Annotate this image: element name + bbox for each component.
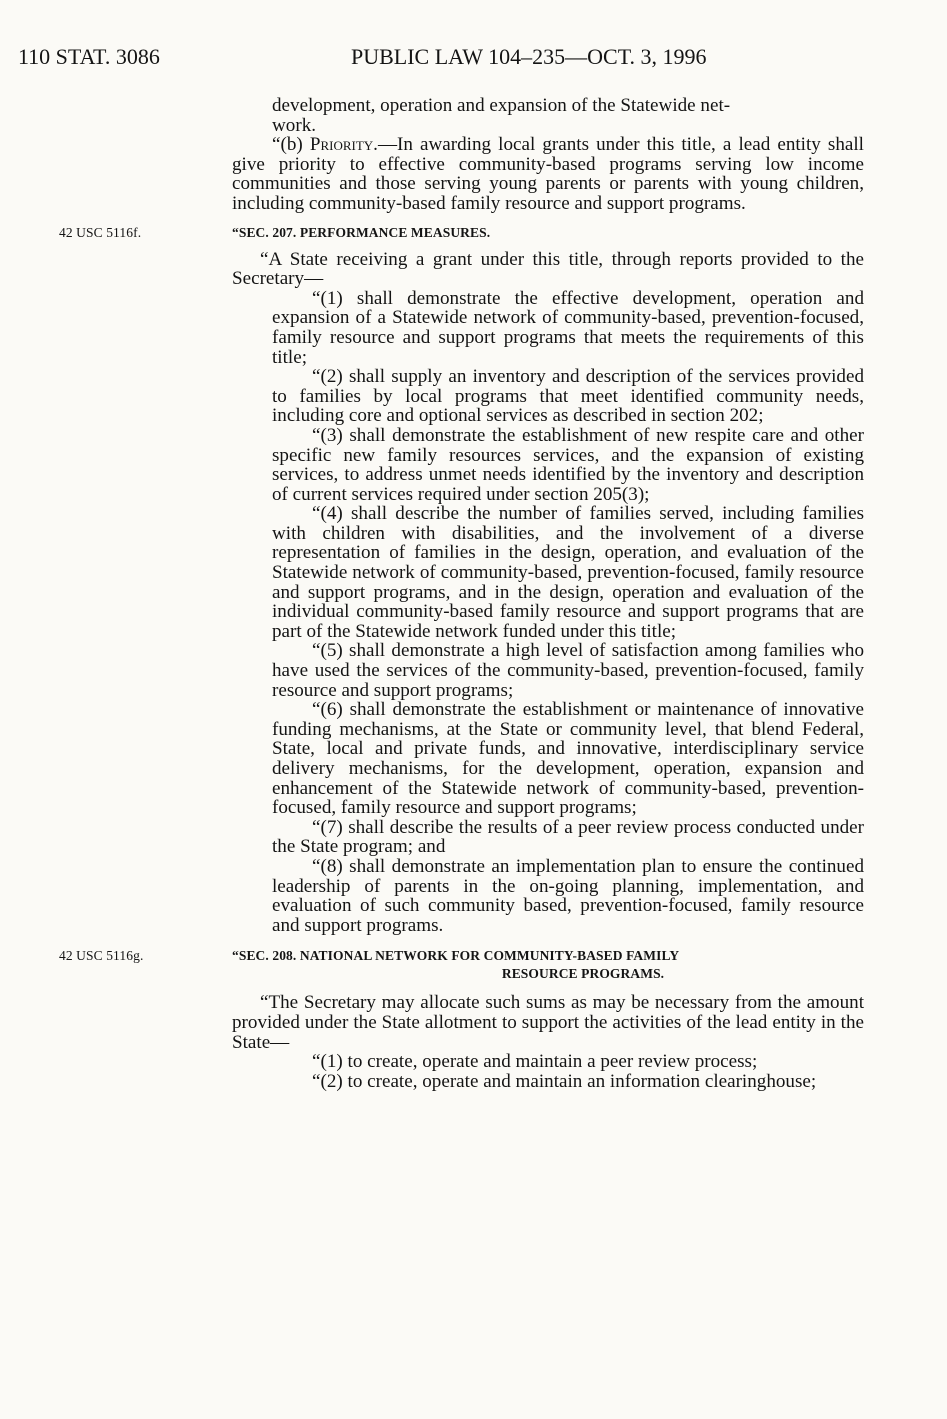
- priority-text: .—In awarding local grants under this title, a lead entity shall give priority to effective community-based programs serving low income communities and those serving young parents or parents with young children, including community-based family resource and support programs.: [232, 134, 864, 214]
- margin-note-5116g: 42 USC 5116g.: [59, 948, 144, 964]
- page-header: [18, 44, 927, 74]
- priority-open: “(b): [272, 134, 310, 156]
- section-207-title: “SEC. 207. PERFORMANCE MEASURES.: [232, 224, 491, 240]
- section-207-item-4: “(4) shall describe the number of families served, including families with children with disabilities, and the involvement of a diverse representation of families in the design, operation, and evaluation of the Statewide network of community-based, prevention-focused, family resource and support programs, and in the design, operation and evaluation of the individual community-based family resource and support programs that are part of the Statewide network funded under this title;: [272, 503, 864, 642]
- section-208-item-2: “(2) to create, operate and maintain an information clearinghouse;: [312, 1070, 817, 1092]
- section-207-item-1: “(1) shall demonstrate the effective development, operation and expansion of a Statewide network of community-based, prevention-focused, family resource and support programs that meets the requirements of this title;: [272, 287, 864, 368]
- section-207-item-2: “(2) shall supply an inventory and description of the services provided to families by local programs that meet identified community needs, including core and optional services as described in section 202;: [272, 366, 864, 427]
- section-207-item-8: “(8) shall demonstrate an implementation plan to ensure the continued leadership of parents in the on-going planning, implementation, and evaluation of such community based, prevention-focused, family resource and support programs.: [272, 855, 864, 936]
- section-208-title-line1: “SEC. 208. NATIONAL NETWORK FOR COMMUNITY-BASED FAMILY: [232, 948, 680, 964]
- section-207-item-5: “(5) shall demonstrate a high level of satisfaction among families who have used the services of the community-based, prevention-focused, family resource and support programs;: [272, 640, 864, 701]
- section-207-item-7: “(7) shall describe the results of a peer review process conducted under the State program; and: [272, 816, 864, 858]
- section-208-title-line2: RESOURCE PROGRAMS.: [501, 966, 665, 982]
- continued-text-end: work.: [272, 114, 317, 136]
- continued-paragraph: [232, 96, 864, 135]
- section-207-item-6: “(6) shall demonstrate the establishment or maintenance of innovative funding mechanisms, at the State or community level, that blend Federal, State, local and private funds, and innovative, interdisciplinary service delivery mechanisms, for the development, operation, expansion and enhancement of the Statewide network of community-based, prevention-focused, family resource and support programs;: [272, 699, 864, 819]
- page-body: [59, 95, 864, 1092]
- section-208-intro: “The Secretary may allocate such sums as may be necessary from the amount provided under the State allotment to support the activities of the lead entity in the State—: [232, 992, 864, 1053]
- public-law-date: PUBLIC LAW 104–235—OCT. 3, 1996: [351, 44, 707, 69]
- priority-heading: Priority: [309, 134, 374, 156]
- priority-paragraph: [232, 135, 864, 213]
- stat-page-number: 110 STAT. 3086: [18, 44, 160, 69]
- continued-text: development, operation and expansion of the Statewide net-: [272, 95, 731, 116]
- section-208-heading: [59, 947, 864, 983]
- section-208-item-1: “(1) to create, operate and maintain a peer review process;: [312, 1051, 758, 1073]
- section-207-item-3: “(3) shall demonstrate the establishment of new respite care and other specific new family resources services, and the expansion of existing services, to address unmet needs identified by the inventory and description of current services required under section 205(3);: [272, 424, 864, 505]
- section-207-heading: [59, 224, 864, 242]
- section-207-intro: “A State receiving a grant under this title, through reports provided to the Secretary—: [232, 248, 864, 290]
- margin-note-5116f: 42 USC 5116f.: [59, 224, 142, 240]
